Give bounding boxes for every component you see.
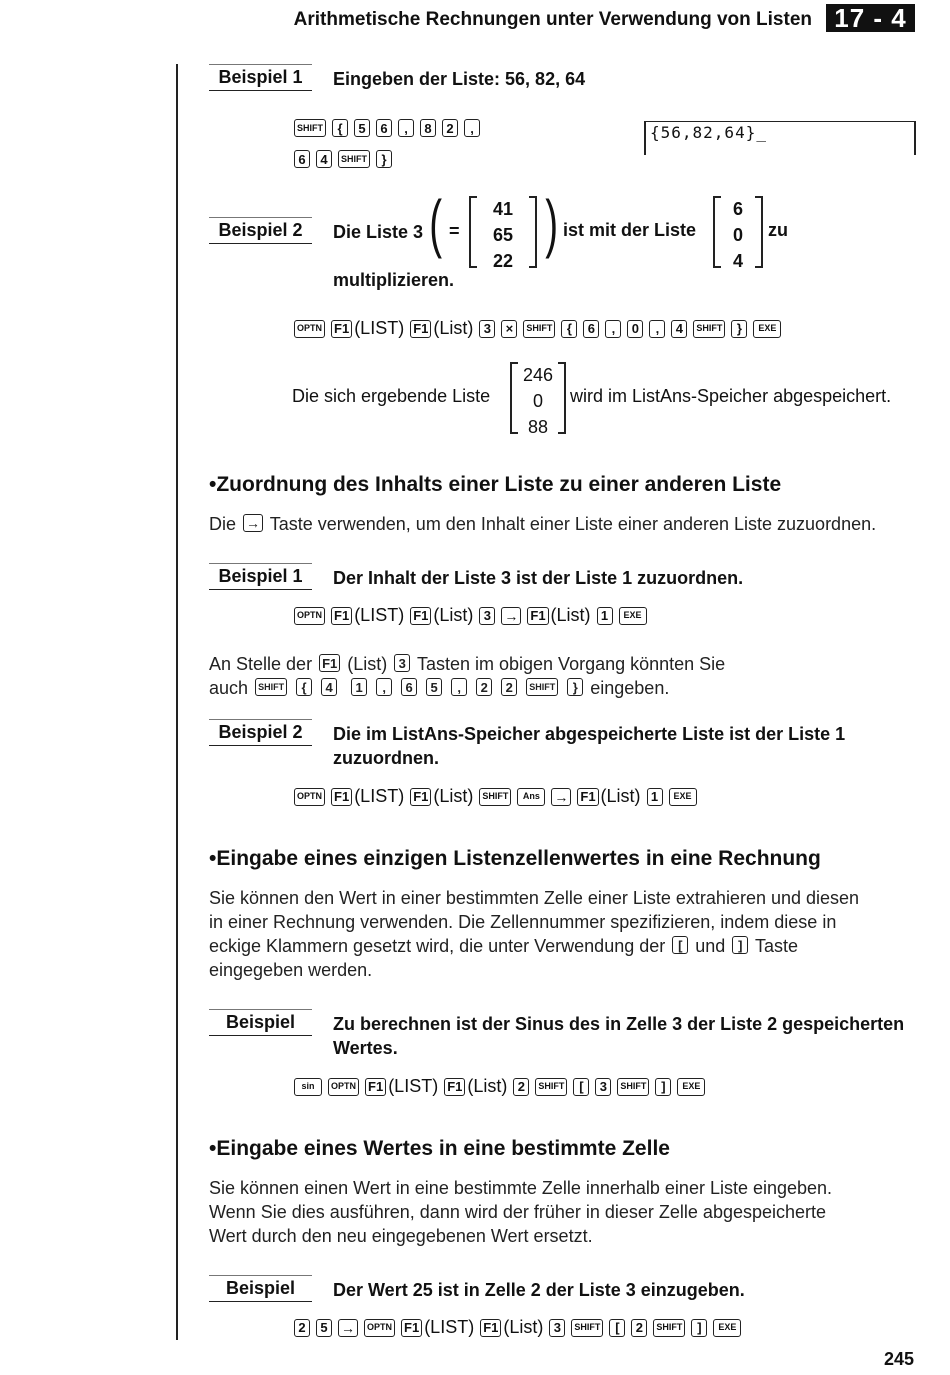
digit-5-key: 5 bbox=[316, 1319, 332, 1337]
exe-key: EXE bbox=[669, 788, 697, 806]
exe-key: EXE bbox=[713, 1319, 741, 1337]
f1-key: F1 bbox=[410, 788, 431, 806]
example-text: zuzuordnen. bbox=[333, 748, 439, 768]
digit-4-key: 4 bbox=[671, 320, 687, 338]
example-label: Beispiel bbox=[209, 1009, 312, 1036]
example-label: Beispiel bbox=[209, 1275, 312, 1302]
result-vector bbox=[510, 362, 566, 437]
equals-sign: = bbox=[449, 221, 460, 241]
keystroke-sequence bbox=[294, 119, 480, 137]
example-text: ist mit der Liste bbox=[563, 220, 697, 240]
assign-arrow-key: → bbox=[243, 514, 263, 532]
left-paren: ( bbox=[429, 187, 443, 259]
shift-key: SHIFT bbox=[255, 678, 287, 696]
keystroke-sequence bbox=[294, 786, 697, 807]
key-caption: (LIST) bbox=[354, 318, 405, 338]
keystroke-sequence bbox=[294, 150, 392, 168]
right-brace-key: } bbox=[567, 678, 583, 696]
f1-key: F1 bbox=[480, 1319, 501, 1337]
shift-key: SHIFT bbox=[571, 1319, 603, 1337]
margin-rule bbox=[176, 64, 178, 1340]
list-value: 0 bbox=[732, 225, 743, 245]
example-text: Zu berechnen ist der Sinus des in Zelle 3 der Liste 2 gespeicherten bbox=[333, 1014, 905, 1034]
key-caption: (LIST) bbox=[354, 786, 405, 806]
text: Taste verwenden, um den Inhalt einer Liste einer anderen Liste zuzuordnen. bbox=[269, 514, 877, 534]
paragraph bbox=[209, 934, 798, 958]
list-value: 65 bbox=[492, 225, 514, 245]
f1-key: F1 bbox=[410, 320, 431, 338]
ans-key: Ans bbox=[517, 788, 545, 806]
text: An Stelle der bbox=[209, 654, 313, 674]
digit-2-key: 2 bbox=[513, 1078, 529, 1096]
digit-6-key: 6 bbox=[401, 678, 417, 696]
shift-key: SHIFT bbox=[617, 1078, 649, 1096]
f1-key: F1 bbox=[331, 607, 352, 625]
keystroke-sequence bbox=[294, 605, 647, 626]
optn-key: OPTN bbox=[364, 1319, 395, 1337]
paragraph: Sie können den Wert in einer bestimmten Zelle einer Liste extrahieren und diesen bbox=[209, 888, 860, 908]
text: eckige Klammern gesetzt wird, die unter Verwendung der bbox=[209, 936, 666, 956]
page-header-title: Arithmetische Rechnungen unter Verwendung von Listen bbox=[293, 9, 812, 30]
digit-3-key: 3 bbox=[595, 1078, 611, 1096]
paragraph: Wenn Sie dies ausführen, dann wird der früher in dieser Zelle abgespeicherte bbox=[209, 1202, 827, 1222]
f1-key: F1 bbox=[365, 1078, 386, 1096]
example-text: multiplizieren. bbox=[333, 270, 455, 290]
example-text: Wertes. bbox=[333, 1038, 398, 1058]
paragraph: Sie können einen Wert in eine bestimmte Zelle innerhalb einer Liste eingeben. bbox=[209, 1178, 833, 1198]
key-caption: (List) bbox=[433, 605, 474, 625]
comma-key: , bbox=[376, 678, 392, 696]
example-text: Der Wert 25 ist in Zelle 2 der Liste 3 einzugeben. bbox=[333, 1280, 745, 1300]
result-text: Die sich ergebende Liste bbox=[292, 386, 491, 406]
paragraph bbox=[209, 512, 876, 536]
key-caption: (List) bbox=[550, 605, 591, 625]
example-text: zu bbox=[768, 220, 788, 240]
example-label: Beispiel 1 bbox=[209, 64, 312, 91]
sin-key: sin bbox=[294, 1078, 322, 1096]
left-brace-key: { bbox=[296, 678, 312, 696]
exe-key: EXE bbox=[619, 607, 647, 625]
digit-5-key: 5 bbox=[354, 119, 370, 137]
example-label: Beispiel 1 bbox=[209, 563, 312, 590]
digit-3-key: 3 bbox=[394, 654, 410, 672]
digit-2-key: 2 bbox=[501, 678, 517, 696]
digit-6-key: 6 bbox=[376, 119, 392, 137]
key-caption: (LIST) bbox=[354, 605, 405, 625]
left-bracket-key: [ bbox=[672, 936, 688, 954]
result-value: 246 bbox=[522, 365, 554, 385]
left-bracket-key: [ bbox=[573, 1078, 589, 1096]
digit-3-key: 3 bbox=[479, 320, 495, 338]
right-bracket-key: ] bbox=[732, 936, 748, 954]
f1-key: F1 bbox=[444, 1078, 465, 1096]
text: Tasten im obigen Vorgang könnten Sie bbox=[416, 654, 726, 674]
keystroke-sequence bbox=[294, 1076, 705, 1097]
digit-4-key: 4 bbox=[316, 150, 332, 168]
digit-5-key: 5 bbox=[426, 678, 442, 696]
key-caption: (List) bbox=[600, 786, 641, 806]
text: (List) bbox=[347, 654, 388, 674]
key-caption: (List) bbox=[433, 786, 474, 806]
f1-key: F1 bbox=[577, 788, 598, 806]
right-bracket-key: ] bbox=[655, 1078, 671, 1096]
right-bracket-key: ] bbox=[691, 1319, 707, 1337]
screen-text: {56,82,64}_ bbox=[650, 123, 767, 142]
digit-2-key: 2 bbox=[631, 1319, 647, 1337]
shift-key: SHIFT bbox=[294, 119, 326, 137]
list-value: 6 bbox=[732, 199, 743, 219]
paragraph: Wert durch den neu eingegebenen Wert ersetzt. bbox=[209, 1226, 593, 1246]
key-caption: (List) bbox=[467, 1076, 508, 1096]
exe-key: EXE bbox=[677, 1078, 705, 1096]
paragraph: in einer Rechnung verwenden. Die Zellennummer spezifizieren, indem diese in bbox=[209, 912, 837, 932]
left-bracket-key: [ bbox=[609, 1319, 625, 1337]
result-value: 0 bbox=[532, 391, 543, 411]
comma-key: , bbox=[605, 320, 621, 338]
shift-key: SHIFT bbox=[523, 320, 555, 338]
left-brace-key: { bbox=[561, 320, 577, 338]
comma-key: , bbox=[451, 678, 467, 696]
digit-0-key: 0 bbox=[627, 320, 643, 338]
right-brace-key: } bbox=[731, 320, 747, 338]
assign-arrow-key: → bbox=[338, 1319, 358, 1337]
page-number: 245 bbox=[883, 1349, 914, 1369]
assign-arrow-key: → bbox=[551, 788, 571, 806]
shift-key: SHIFT bbox=[526, 678, 558, 696]
optn-key: OPTN bbox=[328, 1078, 359, 1096]
section-title: •Zuordnung des Inhalts einer Liste zu einer anderen Liste bbox=[209, 473, 782, 496]
list-value: 4 bbox=[732, 251, 743, 271]
digit-6-key: 6 bbox=[583, 320, 599, 338]
digit-2-key: 2 bbox=[476, 678, 492, 696]
f1-key: F1 bbox=[401, 1319, 422, 1337]
list-3-vector bbox=[469, 196, 537, 271]
paragraph bbox=[209, 652, 725, 676]
f1-key: F1 bbox=[319, 654, 340, 672]
example-text: Die Liste 3 bbox=[333, 222, 424, 242]
digit-3-key: 3 bbox=[479, 607, 495, 625]
chapter-badge: 17 - 4 bbox=[826, 4, 915, 32]
shift-key: SHIFT bbox=[535, 1078, 567, 1096]
text: eingeben. bbox=[590, 678, 670, 698]
text: Die bbox=[209, 514, 237, 534]
f1-key: F1 bbox=[331, 788, 352, 806]
example-label: Beispiel 2 bbox=[209, 719, 312, 746]
shift-key: SHIFT bbox=[338, 150, 370, 168]
digit-1-key: 1 bbox=[351, 678, 367, 696]
text: auch bbox=[209, 678, 249, 698]
paragraph bbox=[209, 676, 669, 700]
example-text: Die im ListAns-Speicher abgespeicherte Liste ist der Liste 1 bbox=[333, 724, 846, 744]
digit-3-key: 3 bbox=[549, 1319, 565, 1337]
key-caption: (LIST) bbox=[424, 1317, 475, 1337]
f1-key: F1 bbox=[527, 607, 548, 625]
comma-key: , bbox=[464, 119, 480, 137]
paragraph: eingegeben werden. bbox=[209, 960, 373, 980]
exe-key: EXE bbox=[753, 320, 781, 338]
keystroke-sequence bbox=[294, 1317, 741, 1338]
result-text: wird im ListAns-Speicher abgespeichert. bbox=[570, 386, 892, 406]
calculator-screen bbox=[644, 121, 916, 155]
multiply-key: × bbox=[501, 320, 517, 338]
f1-key: F1 bbox=[410, 607, 431, 625]
right-paren: ) bbox=[545, 187, 559, 259]
digit-1-key: 1 bbox=[597, 607, 613, 625]
list-value: 41 bbox=[492, 199, 514, 219]
example-text: Der Inhalt der Liste 3 ist der Liste 1 zuzuordnen. bbox=[333, 568, 744, 588]
result-value: 88 bbox=[527, 417, 549, 437]
example-label: Beispiel 2 bbox=[209, 217, 312, 244]
digit-4-key: 4 bbox=[321, 678, 337, 696]
right-brace-key: } bbox=[376, 150, 392, 168]
keystroke-sequence bbox=[294, 318, 781, 339]
optn-key: OPTN bbox=[294, 607, 325, 625]
comma-key: , bbox=[398, 119, 414, 137]
text: Taste bbox=[755, 936, 799, 956]
section-title: •Eingabe eines einzigen Listenzellenwertes in eine Rechnung bbox=[209, 847, 821, 870]
key-caption: (LIST) bbox=[388, 1076, 439, 1096]
digit-1-key: 1 bbox=[647, 788, 663, 806]
digit-8-key: 8 bbox=[420, 119, 436, 137]
f1-key: F1 bbox=[331, 320, 352, 338]
section-title: •Eingabe eines Wertes in eine bestimmte Zelle bbox=[209, 1137, 670, 1160]
key-caption: (List) bbox=[503, 1317, 544, 1337]
digit-6-key: 6 bbox=[294, 150, 310, 168]
left-brace-key: { bbox=[332, 119, 348, 137]
digit-2-key: 2 bbox=[442, 119, 458, 137]
digit-2-key: 2 bbox=[294, 1319, 310, 1337]
optn-key: OPTN bbox=[294, 788, 325, 806]
key-caption: (List) bbox=[433, 318, 474, 338]
comma-key: , bbox=[649, 320, 665, 338]
shift-key: SHIFT bbox=[693, 320, 725, 338]
shift-key: SHIFT bbox=[479, 788, 511, 806]
text: und bbox=[695, 936, 726, 956]
assign-arrow-key: → bbox=[501, 607, 521, 625]
list-value: 22 bbox=[492, 251, 514, 271]
list-b-vector bbox=[713, 196, 763, 271]
shift-key: SHIFT bbox=[653, 1319, 685, 1337]
example-text: Eingeben der Liste: 56, 82, 64 bbox=[333, 69, 586, 89]
optn-key: OPTN bbox=[294, 320, 325, 338]
